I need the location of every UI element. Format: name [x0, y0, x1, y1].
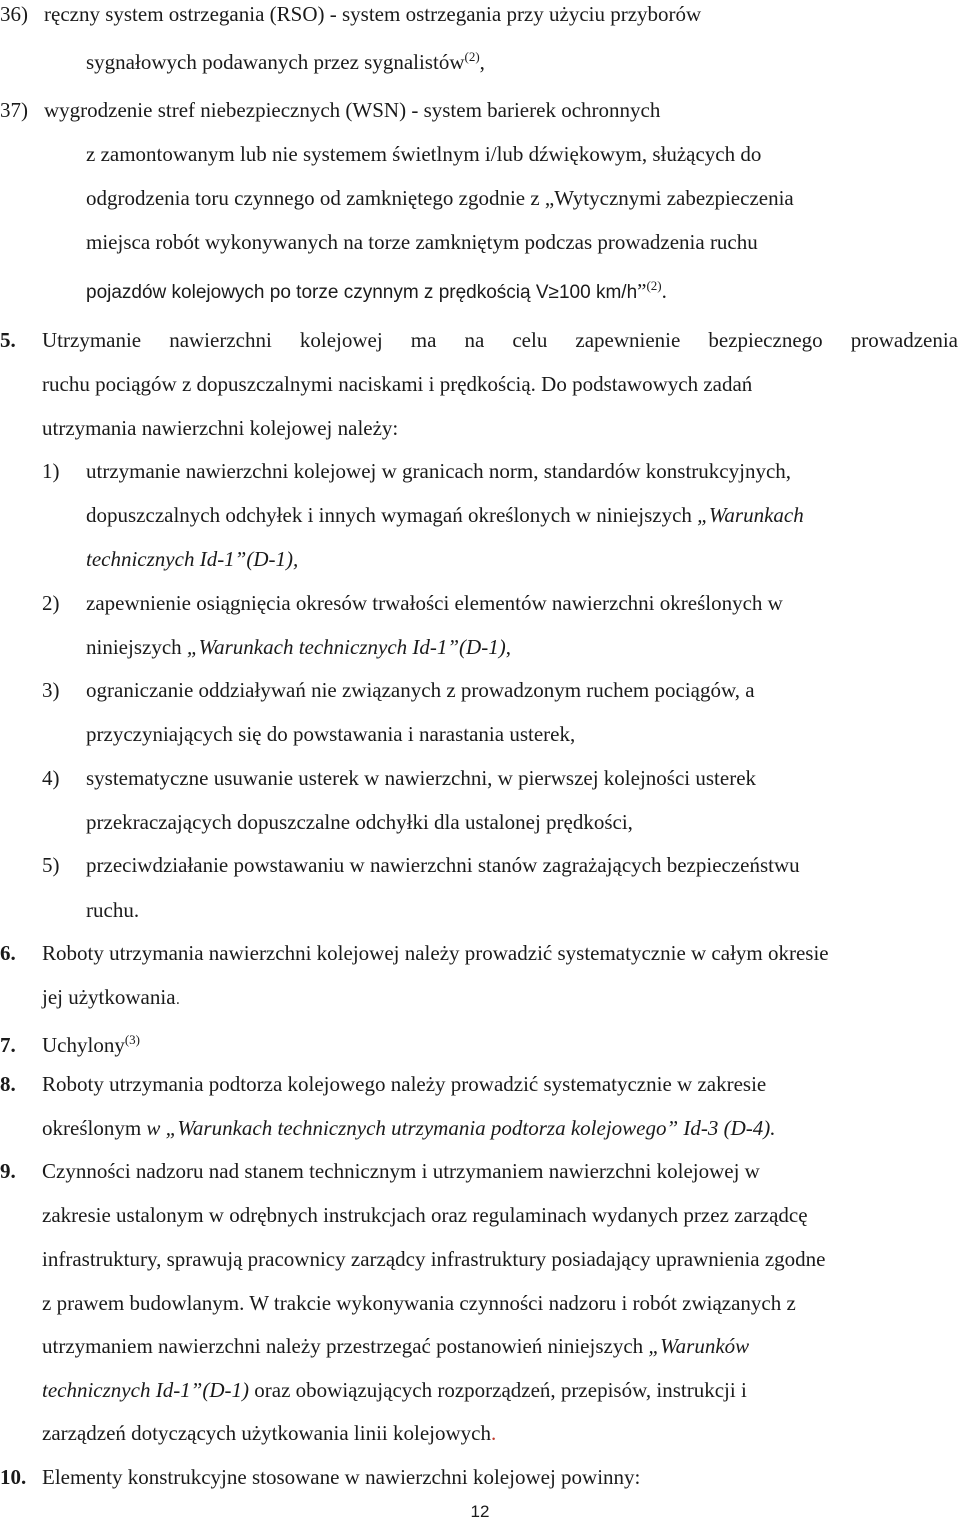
section-9-text-cont: oraz obowiązujących rozporządzeń, przepisów, instrukcji i — [249, 1378, 747, 1402]
section-5-number: 5. — [0, 328, 16, 352]
item-36-number: 36) — [0, 2, 28, 26]
section-5-text-cont: utrzymania nawierzchni kolejowej należy: — [42, 416, 399, 440]
list-item-5-line-1 — [42, 851, 960, 879]
section-6-line-2 — [42, 983, 960, 1013]
punctuation: , — [505, 635, 511, 659]
list-item-2-line-2 — [86, 633, 960, 661]
section-8-line-1 — [0, 1070, 960, 1098]
section-9-text-cont: infrastruktury, sprawują pracownicy zarządcy infrastruktury posiadający uprawnienia zgodne — [42, 1247, 826, 1271]
section-9-text: Czynności nadzoru nad stanem technicznym i utrzymaniem nawierzchni kolejowej w — [42, 1159, 760, 1183]
section-7-number: 7. — [0, 1033, 16, 1057]
list-item-4-line-2 — [86, 808, 960, 836]
section-8-text: Roboty utrzymania podtorza kolejowego należy prowadzić systematycznie w zakresie — [42, 1072, 767, 1096]
document-reference: „Warunków — [648, 1334, 750, 1358]
closing-quote: ” — [637, 279, 647, 303]
document-reference: technicznych Id-1”(D-1) — [42, 1378, 250, 1402]
list-item-2-line-1 — [42, 589, 960, 617]
punctuation: . — [175, 989, 181, 1008]
section-9-text-cont: utrzymaniem nawierzchni należy przestrzegać postanowień niniejszych — [42, 1334, 649, 1358]
list-item-number: 5) — [42, 853, 60, 877]
document-reference: w „Warunkach technicznych utrzymania podtorza kolejowego” Id-3 (D-4). — [146, 1116, 776, 1140]
item-37-number: 37) — [0, 98, 28, 122]
list-item-5-line-2 — [86, 896, 960, 924]
section-10-line-1 — [0, 1463, 960, 1491]
list-item-text: utrzymanie nawierzchni kolejowej w granicach norm, standardów konstrukcyjnych, — [86, 459, 792, 483]
section-9-line-4 — [42, 1289, 960, 1317]
item-36-line-2 — [86, 43, 960, 76]
list-item-number: 4) — [42, 766, 60, 790]
section-8-line-2 — [42, 1114, 960, 1142]
section-10-text: Elementy konstrukcyjne stosowane w nawierzchni kolejowej powinny: — [42, 1465, 641, 1489]
list-item-1-line-1 — [42, 457, 960, 485]
section-5-line-3 — [42, 414, 960, 442]
section-9-line-7 — [42, 1419, 960, 1447]
section-9-line-6 — [42, 1376, 960, 1404]
list-item-text-cont: dopuszczalnych odchyłek i innych wymagań określonych w niniejszych — [86, 503, 698, 527]
item-37-text-cont: odgrodzenia toru czynnego od zamkniętego zgodnie z „Wytycznymi zabezpieczenia — [86, 186, 794, 210]
section-9-text-cont: z prawem budowlanym. W trakcie wykonywania czynności nadzoru i robót związanych z — [42, 1291, 796, 1315]
punctuation: , — [479, 50, 485, 74]
list-item-number: 1) — [42, 459, 60, 483]
item-36-text-cont: sygnałowych podawanych przez sygnalistów — [86, 50, 465, 74]
list-item-3-line-1 — [42, 676, 960, 704]
footnote-ref: (3) — [124, 1032, 140, 1047]
list-item-text-cont: niniejszych — [86, 635, 187, 659]
punctuation: . — [661, 279, 667, 303]
document-reference: „Warunkach — [697, 503, 804, 527]
list-item-number: 3) — [42, 678, 60, 702]
document-reference: „Warunkach technicznych Id-1”(D-1) — [186, 635, 506, 659]
list-item-number: 2) — [42, 591, 60, 615]
document-reference: technicznych Id-1”(D-1), — [86, 547, 299, 571]
item-36-line-1 — [0, 0, 960, 28]
section-6-text: Roboty utrzymania nawierzchni kolejowej należy prowadzić systematycznie w całym okresie — [42, 941, 829, 965]
list-item-4-line-1 — [42, 764, 960, 792]
item-37-line-3 — [86, 184, 960, 212]
list-item-1-line-3 — [86, 545, 960, 573]
section-7-text: Uchylony — [42, 1033, 125, 1057]
item-37-text-cont: pojazdów kolejowych po torze czynnym z prędkością V≥100 km/h — [86, 282, 638, 303]
item-37-line-1 — [0, 96, 960, 124]
section-5-line-1 — [0, 326, 958, 354]
list-item-text-cont: ruchu. — [86, 898, 140, 922]
list-item-text-cont: przekraczających dopuszczalne odchyłki dla ustalonej prędkości, — [86, 810, 633, 834]
list-item-3-line-2 — [86, 720, 960, 748]
section-7-line — [0, 1026, 960, 1059]
section-9-text-cont: zakresie ustalonym w odrębnych instrukcjach oraz regulaminach wydanych przez zarządcę — [42, 1203, 808, 1227]
item-37-text-cont: z zamontowanym lub nie systemem świetlnym i/lub dźwiękowym, służących do — [86, 142, 762, 166]
section-10-number: 10. — [0, 1465, 27, 1489]
item-36-text: ręczny system ostrzegania (RSO) - system ostrzegania przy użyciu przyborów — [44, 2, 702, 26]
list-item-text: systematyczne usuwanie usterek w nawierzchni, w pierwszej kolejności usterek — [86, 766, 757, 790]
list-item-text: zapewnienie osiągnięcia okresów trwałości elementów nawierzchni określonych w — [86, 591, 783, 615]
section-8-text-cont: określonym — [42, 1116, 147, 1140]
list-item-text-cont: przyczyniających się do powstawania i narastania usterek, — [86, 722, 576, 746]
footnote-ref: (2) — [464, 49, 480, 64]
section-9-line-3 — [42, 1245, 960, 1273]
section-5-line-2 — [42, 370, 960, 398]
punctuation: . — [490, 1421, 497, 1445]
item-37-text-cont: miejsca robót wykonywanych na torze zamkniętym podczas prowadzenia ruchu — [86, 230, 758, 254]
list-item-1-line-2 — [86, 501, 960, 529]
item-37-line-5 — [86, 272, 960, 307]
section-8-number: 8. — [0, 1072, 16, 1096]
section-5-text: Utrzymanie nawierzchni kolejowej ma na celu zapewnienie bezpiecznego prowadzenia — [42, 328, 958, 352]
section-6-line-1 — [0, 939, 960, 967]
page-number: 12 — [470, 1502, 490, 1521]
section-6-number: 6. — [0, 941, 16, 965]
section-9-line-1 — [0, 1157, 960, 1185]
item-37-line-2 — [86, 140, 960, 168]
list-item-text: przeciwdziałanie powstawaniu w nawierzchni stanów zagrażających bezpieczeństwu — [86, 853, 800, 877]
list-item-text: ograniczanie oddziaływań nie związanych z prowadzonym ruchem pociągów, a — [86, 678, 755, 702]
section-9-number: 9. — [0, 1159, 16, 1183]
section-9-text-cont: zarządzeń dotyczących użytkowania linii kolejowych — [42, 1421, 491, 1445]
item-37-line-4 — [86, 228, 960, 256]
section-5-text-cont: ruchu pociągów z dopuszczalnymi naciskami i prędkością. Do podstawowych zadań — [42, 372, 753, 396]
section-9-line-2 — [42, 1201, 960, 1229]
section-9-line-5 — [42, 1332, 960, 1360]
section-6-text-cont: jej użytkowania — [42, 985, 176, 1009]
footnote-ref: (2) — [646, 278, 662, 293]
item-37-text: wygrodzenie stref niebezpiecznych (WSN) - system barierek ochronnych — [44, 98, 661, 122]
